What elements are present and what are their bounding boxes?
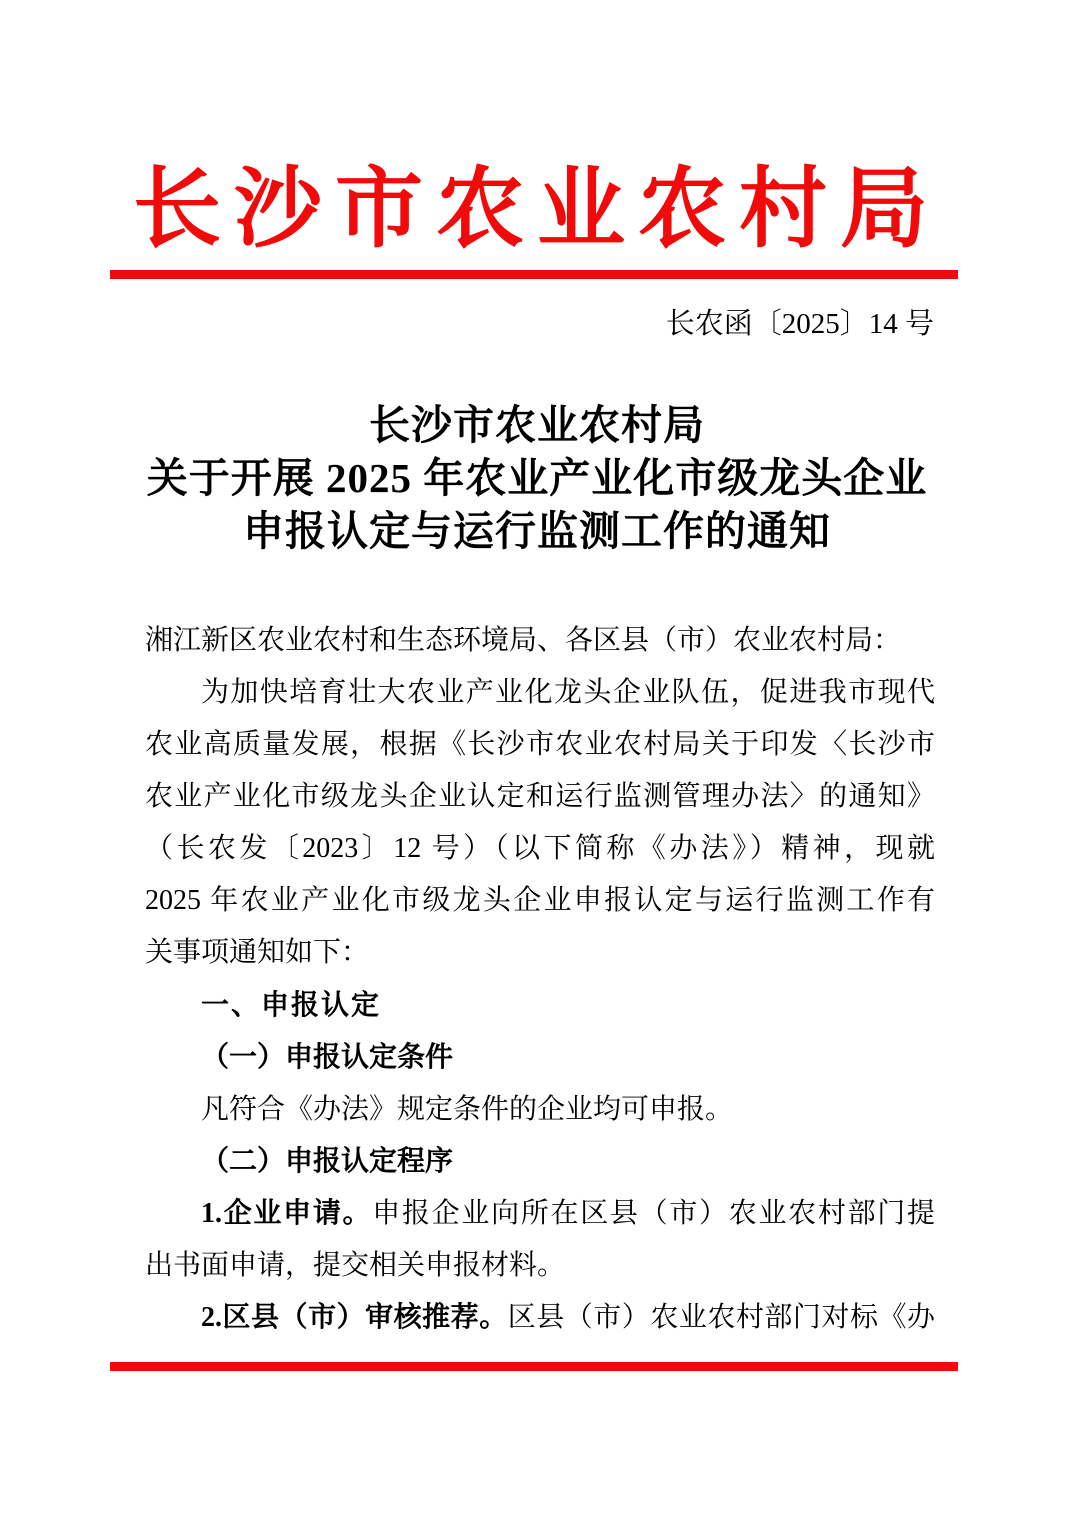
body-line [145, 927, 935, 979]
document-body [145, 615, 935, 1344]
text-segment: （长农发〔2023〕12 号）（以下简称《办法》）精神，现就 [145, 833, 935, 864]
document-number: 长农函〔2025〕14 号 [665, 308, 934, 340]
text-segment: 申报企业向所在区县（市）农业农村部门提 [372, 1198, 935, 1229]
text-segment: 凡符合《办法》规定条件的企业均可申报。 [201, 1094, 734, 1125]
header-divider [110, 270, 958, 279]
text-segment: 为加快培育壮大农业产业化龙头企业队伍，促进我市现代 [201, 677, 935, 708]
body-line [145, 667, 935, 719]
title-line-3: 申报认定与运行监测工作的通知 [243, 508, 831, 554]
title-line-1: 长沙市农业农村局 [369, 402, 705, 448]
text-segment: 湘江新区农业农村和生态环境局、各区县（市）农业农村局： [145, 625, 902, 656]
body-line [145, 1240, 935, 1292]
text-segment-emphasis: 1.企业申请。 [201, 1198, 373, 1229]
text-segment: 农业高质量发展，根据《长沙市农业农村局关于印发〈长沙市 [145, 729, 935, 760]
title-line-2: 关于开展 2025 年农业产业化市级龙头企业 [146, 455, 928, 501]
text-segment: 区县（市）农业农村部门对标《办 [507, 1302, 935, 1333]
body-line [145, 719, 935, 771]
text-segment: 2025 年农业产业化市级龙头企业申报认定与运行监测工作有 [145, 885, 935, 916]
body-line [145, 979, 935, 1032]
body-line [145, 1188, 935, 1240]
text-segment: 出书面申请，提交相关申报材料。 [145, 1250, 566, 1281]
body-line [145, 875, 935, 927]
body-line [145, 1292, 935, 1344]
body-line [145, 1136, 935, 1188]
body-line [145, 615, 935, 667]
body-line [145, 1084, 935, 1136]
body-line [145, 771, 935, 823]
text-segment: 农业产业化市级龙头企业认定和运行监测管理办法〉的通知》 [145, 781, 935, 812]
masthead-title: 长沙市农业农村局 [132, 156, 941, 260]
text-segment-emphasis: 2.区县（市）审核推荐。 [201, 1302, 508, 1333]
text-segment-emphasis: 一、申报认定 [201, 989, 382, 1020]
body-line [145, 823, 935, 875]
body-line [145, 1032, 935, 1084]
text-segment-emphasis: （二）申报认定程序 [201, 1146, 454, 1177]
document-title [0, 399, 1074, 558]
text-segment-emphasis: （一）申报认定条件 [201, 1042, 454, 1073]
footer-divider [110, 1362, 958, 1371]
text-segment: 关事项通知如下： [145, 937, 370, 968]
